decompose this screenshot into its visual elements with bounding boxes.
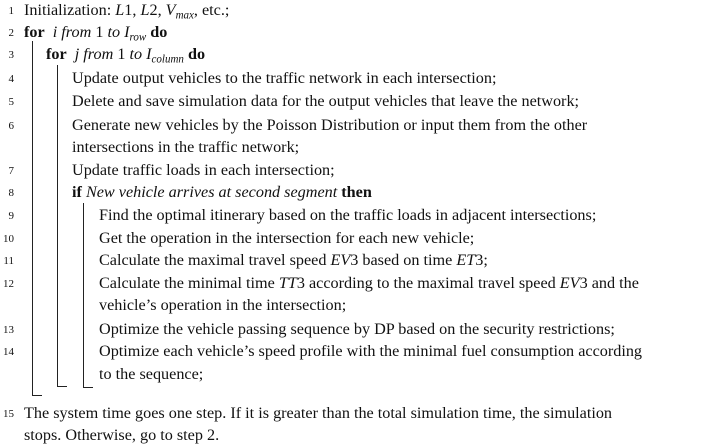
line-text: Find the optimal itinerary based on the traffic loads in adjacent intersections; [99,206,597,224]
line-text: Delete and save simulation data for the output vehicles that leave the network; [72,92,580,110]
line-text: Optimize each vehicle’s speed profile with the minimal fuel consumption according [99,342,643,360]
line-text-cont: stops. Otherwise, go to step 2. [24,426,220,444]
line-text [24,0,229,20]
separator: , [132,1,141,19]
line-text [46,44,205,64]
line-text-cont: to the sequence; [99,365,204,383]
text-segment: Calculate the minimal time [99,274,279,292]
var-l-num: 2 [149,1,158,19]
text-segment: and the [587,274,639,292]
line-text: Get the operation in the intersection for each new vehicle; [99,229,475,247]
text-segment: Initialization: [24,1,116,19]
scope-rule-inner-for-end [57,386,67,387]
keyword-for: for [46,45,67,63]
text-segment: based on time [358,251,457,269]
line-number: 11 [3,255,14,267]
line-number: 9 [8,210,14,222]
scope-rule-if-end [83,387,93,388]
line-text: Generate new vehicles by the Poisson Distribution or input them from the other [72,116,588,134]
loop-var: i from [52,23,92,41]
keyword-do: do [150,23,168,41]
separator: , [157,1,166,19]
line-text [99,273,639,293]
var-ev: EV [559,274,580,292]
line-number: 10 [3,233,14,245]
var-v: V [165,1,176,19]
var-i-sub: row [129,31,147,44]
line-text [99,250,488,270]
line-text [72,182,372,202]
line-number: 8 [8,187,14,199]
var-et: ET [456,251,476,269]
line-text [24,22,167,42]
var-num: 3 [350,251,359,269]
var-tt: TT [278,274,297,292]
line-text: Optimize the vehicle passing sequence by DP based on the security restrictions; [99,320,615,338]
var-num: 3 [579,274,588,292]
text-segment: Calculate the maximal travel speed [99,251,331,269]
var-i-sub: column [151,53,184,66]
line-text: Update traffic loads in each intersection; [72,161,335,179]
line-number: 4 [8,73,14,85]
line-number: 7 [8,165,14,177]
var-i: I [146,45,152,63]
text-segment: 1 [91,23,108,41]
line-number: 13 [3,324,14,336]
line-number: 15 [3,408,14,420]
var-l-num: 1 [124,1,133,19]
keyword-if: if [72,183,82,201]
scope-rule-inner-for [57,65,58,387]
keyword-do: do [187,45,206,63]
var-num: 3 [296,274,305,292]
var-l: L [140,1,150,19]
line-number: 2 [8,27,14,39]
text-segment: according to the maximal travel speed [304,274,560,292]
scope-rule-if [83,203,84,388]
line-number: 1 [8,5,14,17]
line-text-cont: intersections in the traffic network; [72,138,300,156]
keyword-then: then [341,183,372,201]
var-v-sub: max [175,9,194,22]
keyword-to: to [129,45,143,63]
var-num: 3 [475,251,484,269]
line-number: 5 [8,96,14,108]
scope-rule-outer-for [32,41,33,396]
condition: New vehicle arrives at second segment [85,183,338,201]
text-segment: , etc.; [193,1,230,19]
text-segment: 1 [113,45,130,63]
line-text: Update output vehicles to the traffic network in each intersection; [72,69,497,87]
var-l: L [115,1,125,19]
loop-var: j from [74,45,114,63]
line-number: 3 [8,49,14,61]
line-text: The system time goes one step. If it is greater than the total simulation time, the simulation [24,404,613,422]
line-number: 14 [3,346,14,358]
keyword-to: to [107,23,121,41]
text-segment: ; [483,251,488,269]
line-number: 6 [8,120,14,132]
var-i: I [124,23,130,41]
scope-rule-outer-for-end [32,395,42,396]
var-ev: EV [330,251,351,269]
line-number: 12 [3,278,14,290]
line-text-cont: vehicle’s operation in the intersection; [99,296,347,314]
keyword-for: for [24,23,45,41]
